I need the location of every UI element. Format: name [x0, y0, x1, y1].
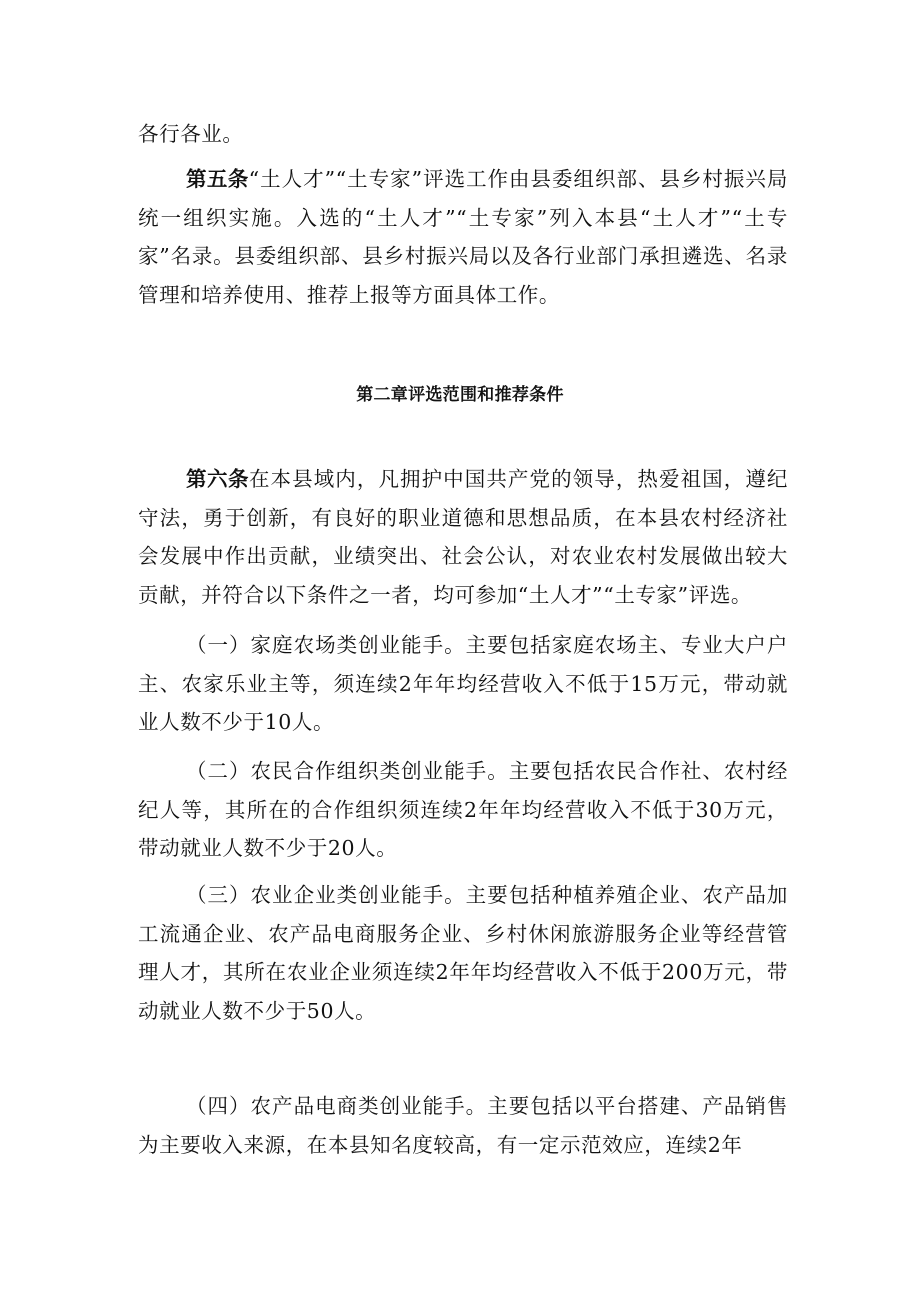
condition-item-3-text: （三）农业企业类创业能手。主要包括种植养殖企业、农产品加工流通企业、农产品电商服务企业、乡村休闲旅游服务企业等经营管理人才，其所在农业企业须连续2年年均经营收入不低于200万元，带动就业人数不少于50人。: [138, 883, 788, 1023]
condition-item-2-text: （二）农民合作组织类创业能手。主要包括农民合作社、农村经纪人等，其所在的合作组织须连续2年年均经营收入不低于30万元，带动就业人数不少于20人。: [138, 759, 788, 860]
article-5-label: 第五条: [186, 167, 249, 191]
article-5-text: “土人才”“土专家”评选工作由县委组织部、县乡村振兴局统一组织实施。入选的“土人才”“土专家”列入本县“土人才”“土专家”名录。县委组织部、县乡村振兴局以及各行业部门承担遴选、名录管理和培养使用、推荐上报等方面具体工作。: [138, 167, 789, 307]
condition-item-3: [138, 876, 788, 1030]
condition-item-1: [138, 626, 788, 742]
chapter-heading: 第二章评选范围和推荐条件: [356, 385, 564, 405]
condition-item-4-text: （四）农产品电商类创业能手。主要包括以平台搭建、产品销售为主要收入来源，在本县知名度较高，有一定示范效应，连续2年: [138, 1094, 788, 1157]
condition-item-1-text: （一）家庭农场类创业能手。主要包括家庭农场主、专业大户户主、农家乐业主等，须连续2年年均经营收入不低于15万元，带动就业人数不少于10人。: [138, 633, 788, 734]
paragraph-continuation: [138, 115, 788, 154]
article-6-paragraph: [138, 460, 788, 614]
article-6-label: 第六条: [186, 467, 249, 491]
article-5-paragraph: [138, 160, 788, 314]
condition-item-2: [138, 752, 788, 868]
condition-item-4: [138, 1087, 788, 1164]
article-6-text: 在本县域内，凡拥护中国共产党的领导，热爱祖国，遵纪守法，勇于创新，有良好的职业道德和思想品质，在本县农村经济社会发展中作出贡献，业绩突出、社会公认，对农业农村发展做出较大贡献，并符合以下条件之一者，均可参加“土人才”“土专家”评选。: [138, 467, 789, 607]
paragraph-text: 各行各业。: [138, 122, 244, 146]
